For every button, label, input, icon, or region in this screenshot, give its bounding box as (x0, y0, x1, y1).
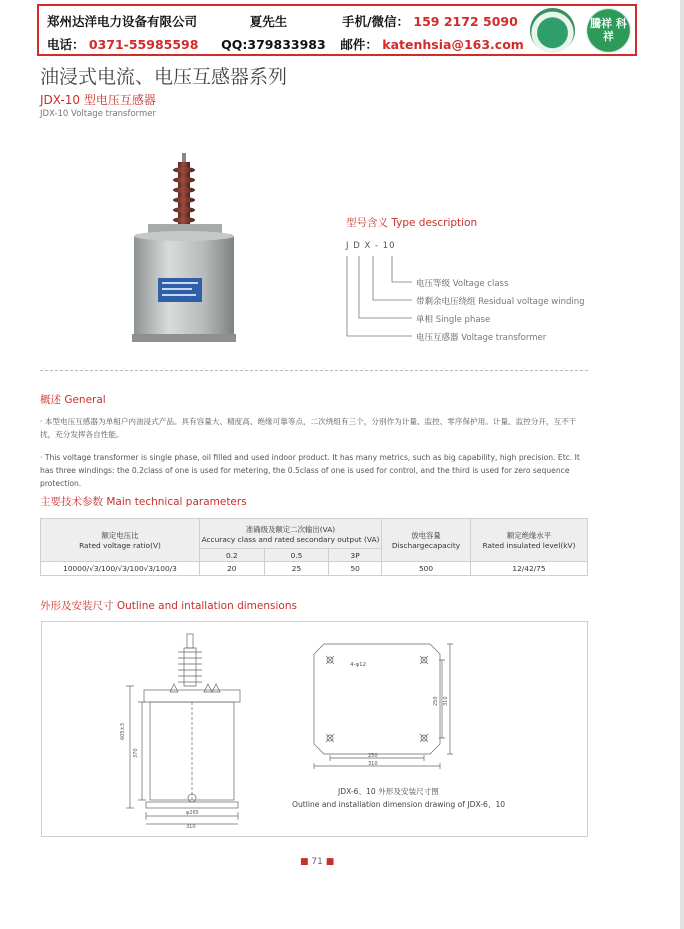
page-edge (680, 0, 684, 929)
class-02-header: 0.2 (200, 549, 265, 562)
dim-body-height: 370 (133, 748, 139, 758)
company-seal-logo (530, 8, 575, 53)
contact-header (37, 4, 637, 56)
section-divider (40, 370, 588, 371)
cell-discharge: 500 (382, 562, 471, 576)
dim-total-height: 605±3 (120, 723, 126, 740)
type-line-voltage-transformer: 电压互感器 Voltage transformer (416, 333, 547, 343)
email-address: katenhsia@163.com (382, 37, 524, 52)
transformer-photo (128, 150, 238, 346)
class-3p-header: 3P (329, 549, 382, 562)
contact-person: 夏先生 (249, 14, 288, 29)
page-title: 油浸式电流、电压互感器系列 (40, 66, 288, 88)
type-code-diagram (340, 250, 420, 342)
col-ratio-header: 额定电压比 Rated voltage ratio(V) (41, 519, 200, 562)
general-paragraph-en: · This voltage transformer is single phase, oil filled and used indoor product. It has many metrics, such as big capability, high precision. Etc. It has three windings: the 0.2class of one is used for metering, the 0.5class of one is used for control, and the third is used for zero sequence protection. (40, 453, 580, 488)
cell-3p: 50 (329, 562, 382, 576)
class-05-header: 0.5 (264, 549, 329, 562)
page-number: ■ 71 ■ (300, 857, 335, 867)
table-row (41, 562, 588, 576)
type-line-single-phase: 单相 Single phase (416, 315, 491, 325)
dim-hole-spacing-y: 250 (433, 696, 439, 706)
cell-insulation: 12/42/75 (471, 562, 588, 576)
dim-holes: 4-φ12 (350, 662, 367, 668)
company-name: 郑州达洋电力设备有限公司 (47, 14, 198, 29)
product-title-en: JDX-10 Voltage transformer (40, 109, 157, 119)
mobile-label: 手机/微信： (341, 14, 410, 29)
phone-number: 0371-55985598 (88, 37, 199, 52)
email-label: 邮件： (340, 37, 378, 52)
col-discharge-header: 放电容量 Dischargecapacity (382, 519, 471, 562)
type-description-heading: 型号含义 Type description (346, 217, 478, 229)
cell-05: 25 (264, 562, 329, 576)
col-insulation-header: 额定绝缘水平 Rated insulated level(kV) (471, 519, 588, 562)
header-line-2 (47, 35, 524, 53)
product-title-cn: JDX-10 型电压互感器 (40, 93, 156, 107)
mobile-number: 159 2172 5090 (413, 14, 518, 29)
outline-heading: 外形及安装尺寸 Outline and intallation dimensions (40, 600, 297, 612)
qq-number: QQ:379833983 (221, 37, 326, 52)
brand-logo: 騰祥 科祥 (586, 8, 631, 53)
dim-hole-spacing-x: 250 (368, 753, 378, 759)
type-line-voltage-class: 电压等级 Voltage class (416, 279, 509, 289)
cell-ratio: 10000/√3/100/√3/100√3/100/3 (41, 562, 200, 576)
type-line-residual-winding: 带剩余电压绕组 Residual voltage winding (416, 297, 585, 307)
parameters-heading: 主要技术参数 Main technical parameters (40, 496, 247, 508)
dim-base-width: 310 (186, 824, 196, 830)
phone-label: 电话： (47, 37, 85, 52)
drawing-caption-en: Outline and installation dimension drawing of JDX-6、10 (292, 800, 506, 809)
dim-width-y: 310 (443, 696, 449, 706)
type-code: J D X - 10 (346, 241, 396, 251)
parameters-table (40, 518, 588, 576)
header-line-1 (47, 12, 518, 30)
general-heading: 概述 General (40, 394, 106, 406)
cell-02: 20 (200, 562, 265, 576)
col-accuracy-header: 准确级及额定二次输出(VA) Accuracy class and rated secondary output (VA) (200, 519, 382, 549)
side-view-drawing (116, 630, 266, 830)
top-view-drawing (310, 640, 460, 775)
dim-base-diameter: φ265 (186, 810, 199, 816)
dim-width-x: 310 (368, 761, 378, 767)
general-paragraph-cn: · 本型电压互感器为单相户内油浸式产品。具有容量大、精度高、绝缘可靠等点，二次绕组有三个，分别作为计量、监控、零序保护用。计量、监控分开，互不干扰，充分发挥各自性能。 (40, 417, 577, 439)
drawing-caption-cn: JDX-6、10 外形及安装尺寸图 (338, 787, 439, 796)
